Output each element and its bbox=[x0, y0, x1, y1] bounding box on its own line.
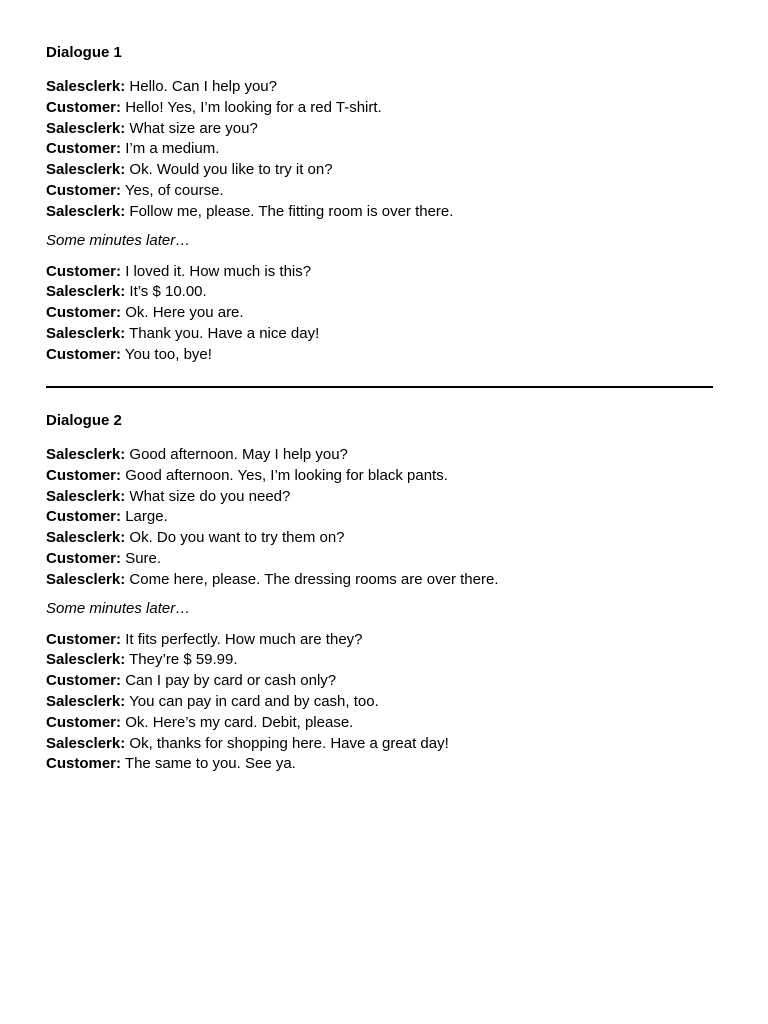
speaker-label: Salesclerk: bbox=[46, 283, 126, 301]
speaker-label: Salesclerk: bbox=[46, 570, 126, 588]
line-text: Ok. Here’s my card. Debit, please. bbox=[125, 713, 354, 731]
speaker-label: Customer: bbox=[46, 181, 122, 199]
line-text: Good afternoon. Yes, I’m looking for black pants. bbox=[125, 466, 448, 484]
dialogue-line bbox=[46, 671, 726, 692]
line-text: Thank you. Have a nice day! bbox=[129, 324, 320, 342]
dialogue-line bbox=[46, 445, 726, 466]
dialogue-line bbox=[46, 507, 726, 528]
speaker-label: Customer: bbox=[46, 713, 122, 731]
dialogue-line bbox=[46, 650, 726, 671]
dialogue-line bbox=[46, 139, 726, 160]
speaker-label: Salesclerk: bbox=[46, 119, 126, 137]
line-text: Yes, of course. bbox=[124, 181, 224, 199]
line-text: What size do you need? bbox=[129, 487, 291, 505]
line-text: Hello! Yes, I’m looking for a red T-shirt. bbox=[125, 98, 382, 116]
scene-note: Some minutes later… bbox=[46, 231, 191, 249]
speaker-label: Customer: bbox=[46, 508, 122, 526]
dialogue-line bbox=[46, 98, 726, 119]
dialogue-line bbox=[46, 466, 726, 487]
speaker-label: Customer: bbox=[46, 345, 122, 363]
dialogue-line bbox=[46, 528, 726, 549]
speaker-label: Customer: bbox=[46, 630, 122, 648]
line-text: Hello. Can I help you? bbox=[129, 78, 277, 95]
dialogue-2 bbox=[46, 411, 726, 775]
dialogue-line bbox=[46, 570, 726, 591]
dialogue-line bbox=[46, 262, 726, 283]
speaker-label: Customer: bbox=[46, 140, 122, 158]
speaker-label: Salesclerk: bbox=[46, 692, 126, 710]
line-text: What size are you? bbox=[129, 119, 258, 137]
dialogue-line bbox=[46, 181, 726, 202]
line-text: Good afternoon. May I help you? bbox=[129, 446, 348, 463]
dialogue-line bbox=[46, 692, 726, 713]
speaker-label: Customer: bbox=[46, 98, 122, 116]
dialogue-line bbox=[46, 713, 726, 734]
dialogue-line bbox=[46, 119, 726, 140]
dialogue-line bbox=[46, 754, 726, 775]
speaker-label: Customer: bbox=[46, 304, 122, 322]
line-text: Ok. Do you want to try them on? bbox=[129, 529, 345, 547]
dialogue-line bbox=[46, 77, 726, 98]
dialogue-1-title: Dialogue 1 bbox=[46, 44, 122, 61]
speaker-label: Salesclerk: bbox=[46, 161, 126, 179]
dialogue-1 bbox=[46, 43, 726, 366]
speaker-label: Customer: bbox=[46, 262, 122, 280]
line-text: Follow me, please. The fitting room is over there. bbox=[129, 202, 454, 220]
line-text: They’re $ 59.99. bbox=[129, 651, 238, 669]
dialogue-line bbox=[46, 303, 726, 324]
line-text: Can I pay by card or cash only? bbox=[125, 672, 337, 690]
dialogue-line bbox=[46, 160, 726, 181]
speaker-label: Customer: bbox=[46, 755, 122, 773]
dialogue-line bbox=[46, 549, 726, 570]
line-text: It’s $ 10.00. bbox=[129, 283, 207, 301]
speaker-label: Salesclerk: bbox=[46, 651, 126, 669]
line-text: You too, bye! bbox=[124, 345, 212, 363]
line-text: I loved it. How much is this? bbox=[125, 262, 312, 280]
line-text: I’m a medium. bbox=[125, 140, 220, 158]
line-text: You can pay in card and by cash, too. bbox=[129, 692, 379, 710]
line-text: Ok. Would you like to try it on? bbox=[129, 161, 333, 179]
dialogue-line bbox=[46, 202, 726, 223]
speaker-label: Salesclerk: bbox=[46, 529, 126, 547]
dialogue-line bbox=[46, 487, 726, 508]
line-text: Large. bbox=[125, 508, 168, 526]
speaker-label: Customer: bbox=[46, 672, 122, 690]
dialogue-line bbox=[46, 630, 726, 651]
section-divider bbox=[46, 386, 713, 388]
line-text: Ok, thanks for shopping here. Have a great day! bbox=[129, 734, 449, 752]
speaker-label: Salesclerk: bbox=[46, 446, 126, 463]
line-text: Come here, please. The dressing rooms are over there. bbox=[129, 570, 499, 588]
speaker-label: Salesclerk: bbox=[46, 487, 126, 505]
dialogue-line bbox=[46, 345, 726, 366]
scene-note: Some minutes later… bbox=[46, 599, 191, 617]
line-text: Ok. Here you are. bbox=[125, 304, 244, 322]
dialogue-line bbox=[46, 282, 726, 303]
line-text: It fits perfectly. How much are they? bbox=[125, 630, 363, 648]
speaker-label: Salesclerk: bbox=[46, 78, 126, 95]
line-text: Sure. bbox=[125, 549, 162, 567]
speaker-label: Salesclerk: bbox=[46, 324, 126, 342]
speaker-label: Salesclerk: bbox=[46, 202, 126, 220]
dialogue-2-title: Dialogue 2 bbox=[46, 412, 122, 429]
dialogue-line bbox=[46, 734, 726, 755]
line-text: The same to you. See ya. bbox=[124, 755, 296, 773]
speaker-label: Salesclerk: bbox=[46, 734, 126, 752]
speaker-label: Customer: bbox=[46, 549, 122, 567]
speaker-label: Customer: bbox=[46, 466, 122, 484]
dialogue-line bbox=[46, 324, 726, 345]
